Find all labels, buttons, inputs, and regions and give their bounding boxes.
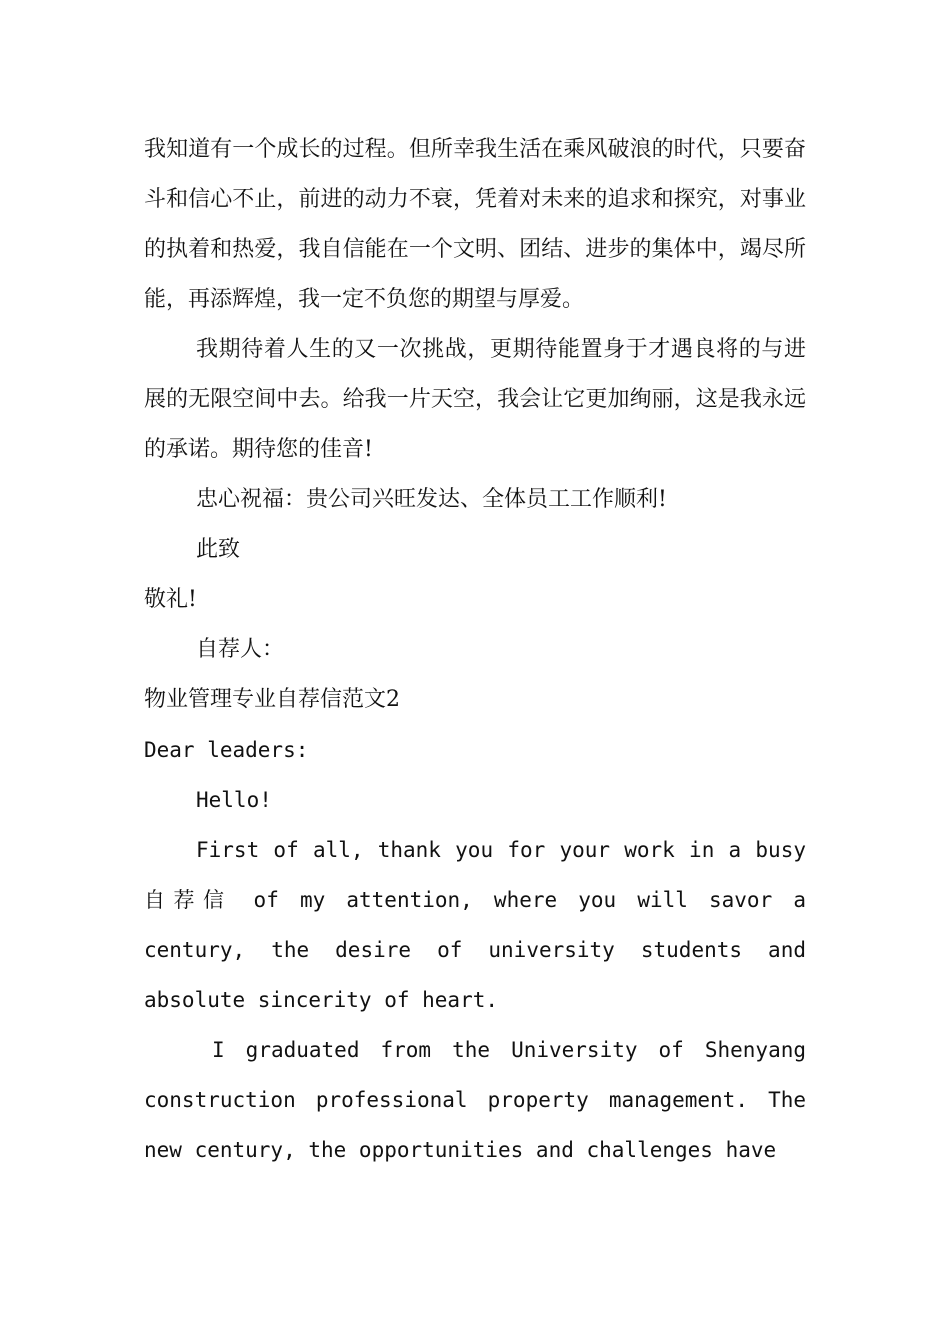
paragraph-growth-process: 我知道有一个成长的过程。但所幸我生活在乘风破浪的时代，只要奋斗和信心不止，前进的动力不衰，凭着对未来的追求和探究，对事业的执着和热爱，我自信能在一个文明、团结、进步的集体中，竭尽所能，再添辉煌，我一定不负您的期望与厚爱。 xyxy=(144,137,806,312)
document-body xyxy=(144,125,806,1175)
english-paragraph-thanks: First of all, thank you for your work in a busy 自荐信 of my attention, where you will savor a century, the desire of university students and absolute sincerity of heart. xyxy=(144,838,806,1012)
paragraph-challenge-expectation: 我期待着人生的又一次挑战，更期待能置身于才遇良将的与进展的无限空间中去。给我一片天空，我会让它更加绚丽，这是我永远的承诺。期待您的佳音! xyxy=(144,337,806,462)
paragraph-best-wishes: 忠心祝福：贵公司兴旺发达、全体员工工作顺利! xyxy=(196,487,667,512)
closing-jingli: 敬礼! xyxy=(144,587,197,612)
english-paragraph-graduation: I graduated from the University of Shenyang construction professional property management. The new century, the opportunities and challenges have xyxy=(144,1038,806,1162)
english-salutation: Dear leaders: xyxy=(144,738,309,762)
closing-cizhi: 此致 xyxy=(196,537,241,562)
english-greeting: Hello! xyxy=(196,788,272,812)
signature-line: 自荐人： xyxy=(196,637,285,662)
section-title: 物业管理专业自荐信范文2 xyxy=(144,687,400,712)
